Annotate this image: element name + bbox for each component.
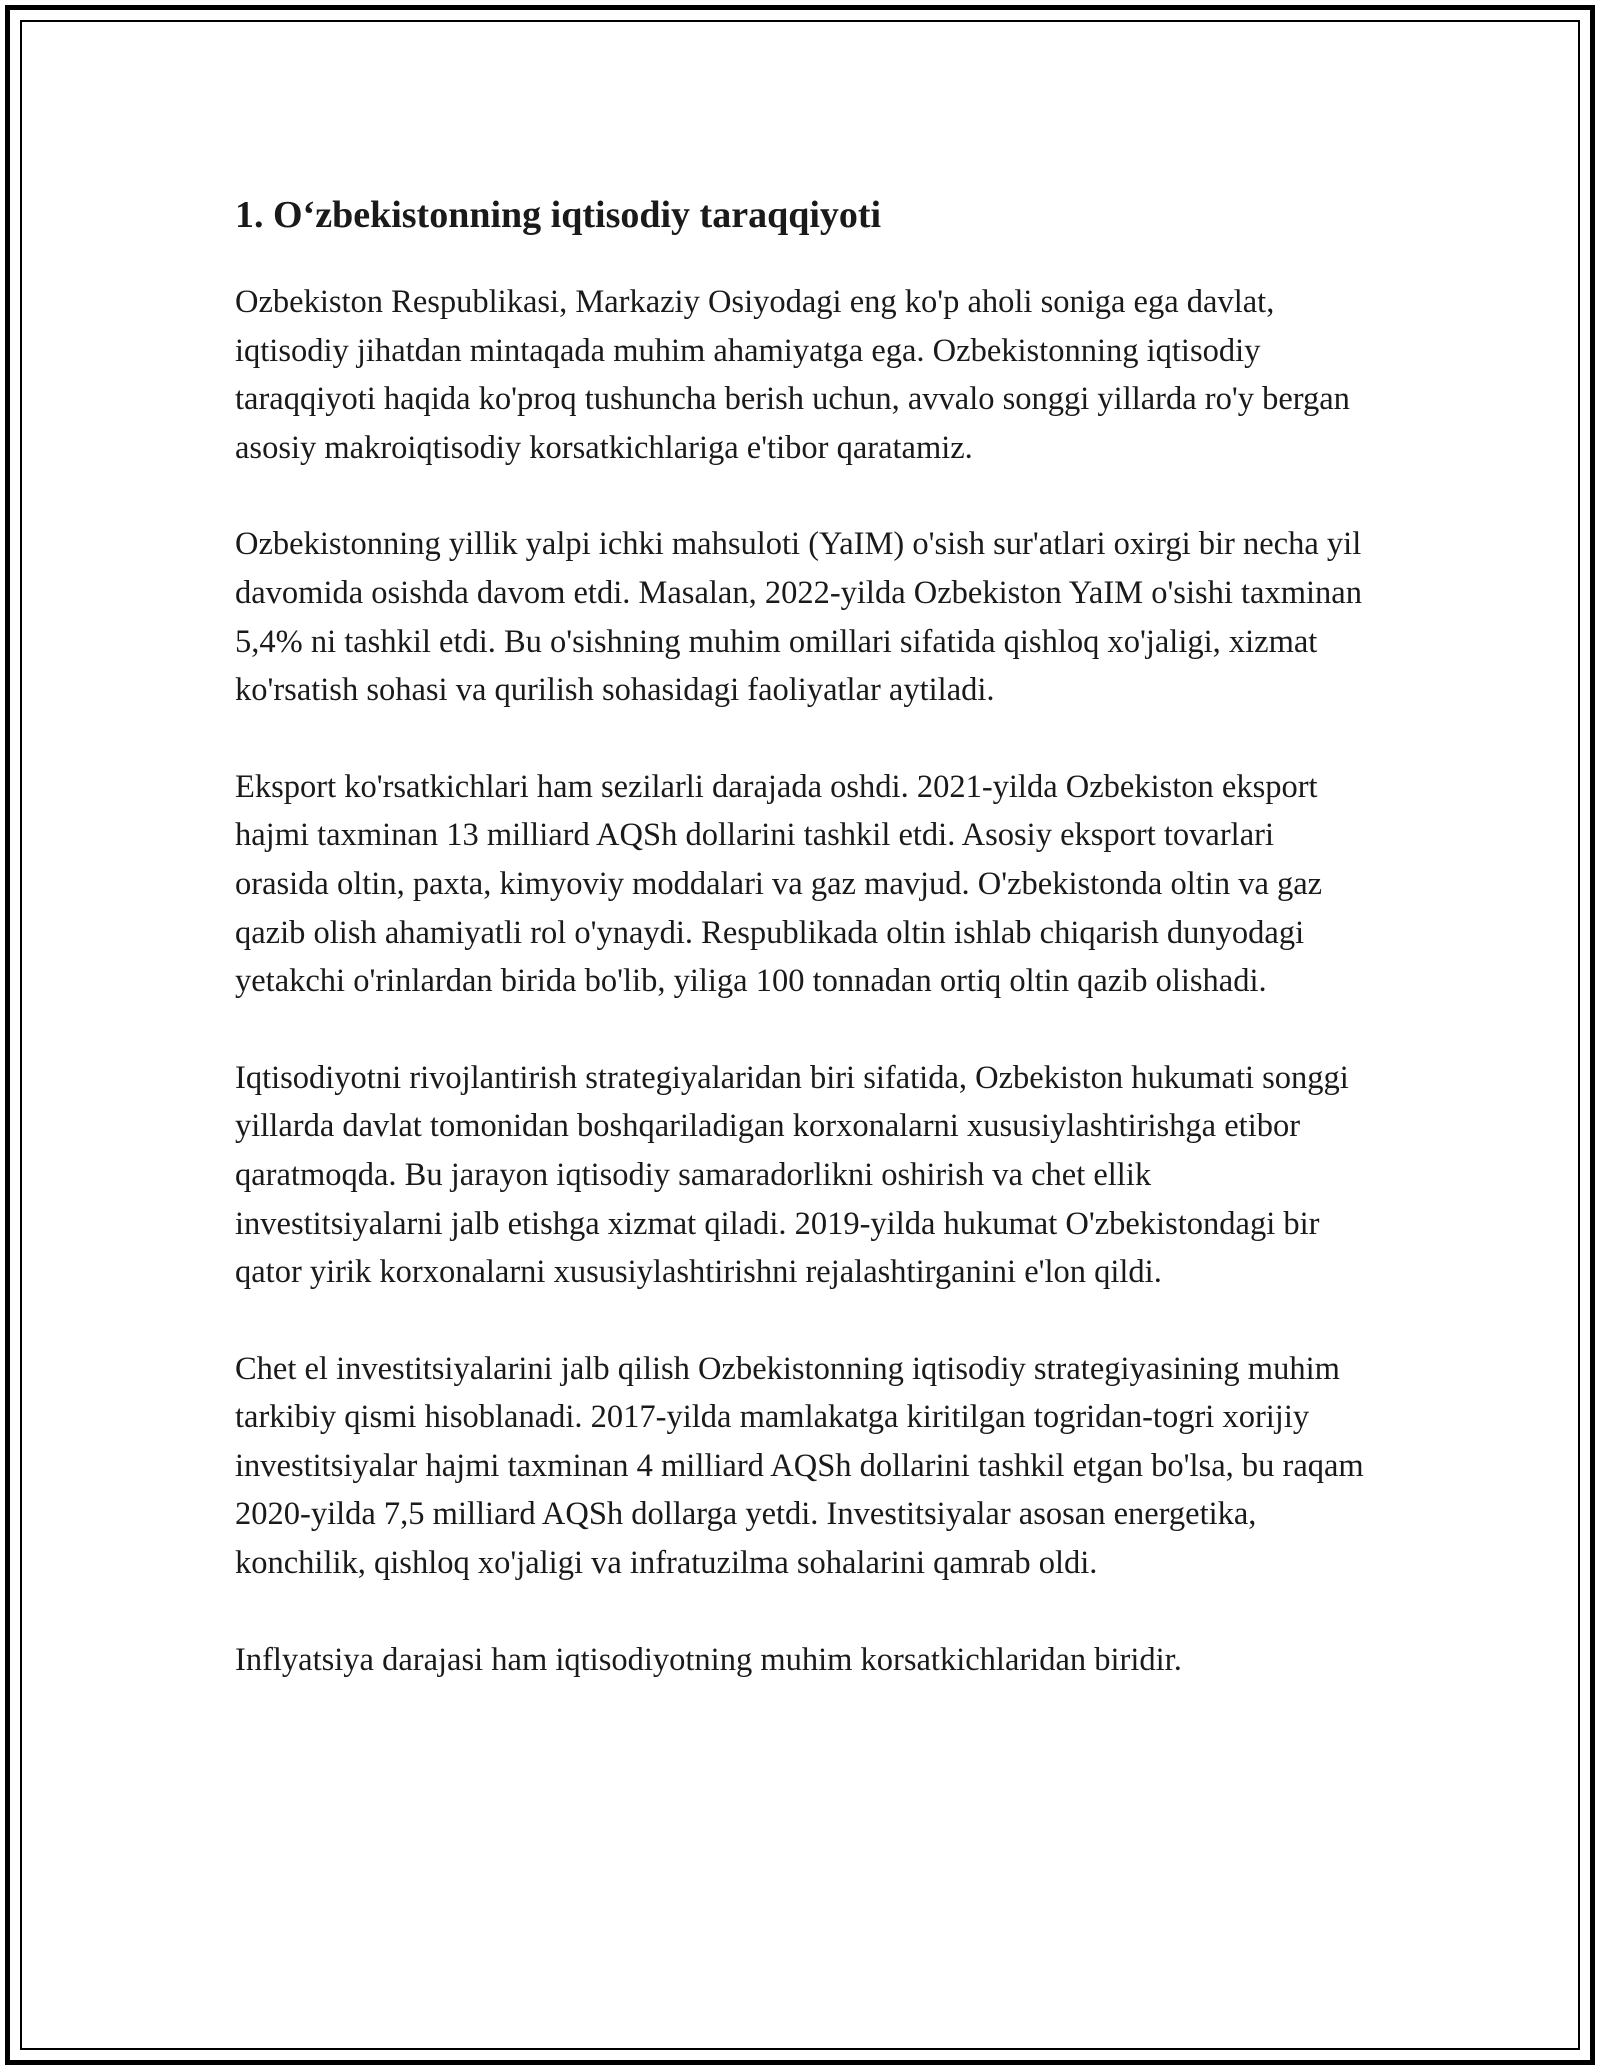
paragraph-intro: Ozbekiston Respublikasi, Markaziy Osiyodagi eng ko'p aholi soniga ega davlat, iqtisodiy jihatdan mintaqada muhim ahamiyatga ega. Ozbekistonning iqtisodiy taraqqiyoti haqida ko'proq tushuncha berish uchun, avvalo songgi yillarda ro'y bergan asosiy makroiqtisodiy korsatkichlariga e'tibor qaratamiz. — [235, 284, 1350, 466]
paragraph-investment: Chet el investitsiyalarini jalb qilish Ozbekistonning iqtisodiy strategiyasining muhim tarkibiy qismi hisoblanadi. 2017-yilda mamlakatga kiritilgan togridan-togri xorijiy investitsiyalar hajmi taxminan 4 milliard AQSh dollarini tashkil etgan bo'lsa, bu raqam 2020-yilda 7,5 milliard AQSh dollarga yetdi. Investitsiyalar asosan energetika, konchilik, qishloq xo'jaligi va infratuzilma sohalarini qamrab oldi. — [235, 1350, 1364, 1582]
paragraph-export: Eksport ko'rsatkichlari ham sezilarli darajada oshdi. 2021-yilda Ozbekiston eksport hajmi taxminan 13 milliard AQSh dollarini tashkil etdi. Asosiy eksport tovarlari orasida oltin, paxta, kimyoviy moddalari va gaz mavjud. O'zbekistonda oltin va gaz qazib olish ahamiyatli rol o'ynaydi. Respublikada oltin ishlab chiqarish dunyodagi yetakchi o'rinlardan birida bo'lib, yiliga 100 tonnadan ortiq oltin qazib olishadi. — [235, 768, 1323, 1000]
paragraph-gdp: Ozbekistonning yillik yalpi ichki mahsuloti (YaIM) o'sish sur'atlari oxirgi bir necha yil davomida osishda davom etdi. Masalan, 2022-yilda Ozbekiston YaIM o'sishi taxminan 5,4% ni tashkil etdi. Bu o'sishning muhim omillari sifatida qishloq xo'jaligi, xizmat ko'rsatish sohasi va qurilish sohasidagi faoliyatlar aytiladi. — [235, 526, 1362, 709]
paragraph-inflation: Inflyatsiya darajasi ham iqtisodiyotning muhim korsatkichlaridan biridir. — [235, 1641, 1182, 1678]
paragraph-privatization: Iqtisodiyotni rivojlantirish strategiyalaridan biri sifatida, Ozbekiston hukumati songgi yillarda davlat tomonidan boshqariladigan korxonalarni xususiylashtirishga etibor qaratmoqda. Bu jarayon iqtisodiy samaradorlikni oshirish va chet ellik investitsiyalarni jalb etishga xizmat qiladi. 2019-yilda hukumat O'zbekistondagi bir qator yirik korxonalarni xususiylashtirishni rejalashtirganini e'lon qildi. — [235, 1059, 1349, 1291]
document-body — [235, 186, 1365, 1732]
section-heading: 1. O‘zbekistonning iqtisodiy taraqqiyoti — [235, 194, 882, 236]
